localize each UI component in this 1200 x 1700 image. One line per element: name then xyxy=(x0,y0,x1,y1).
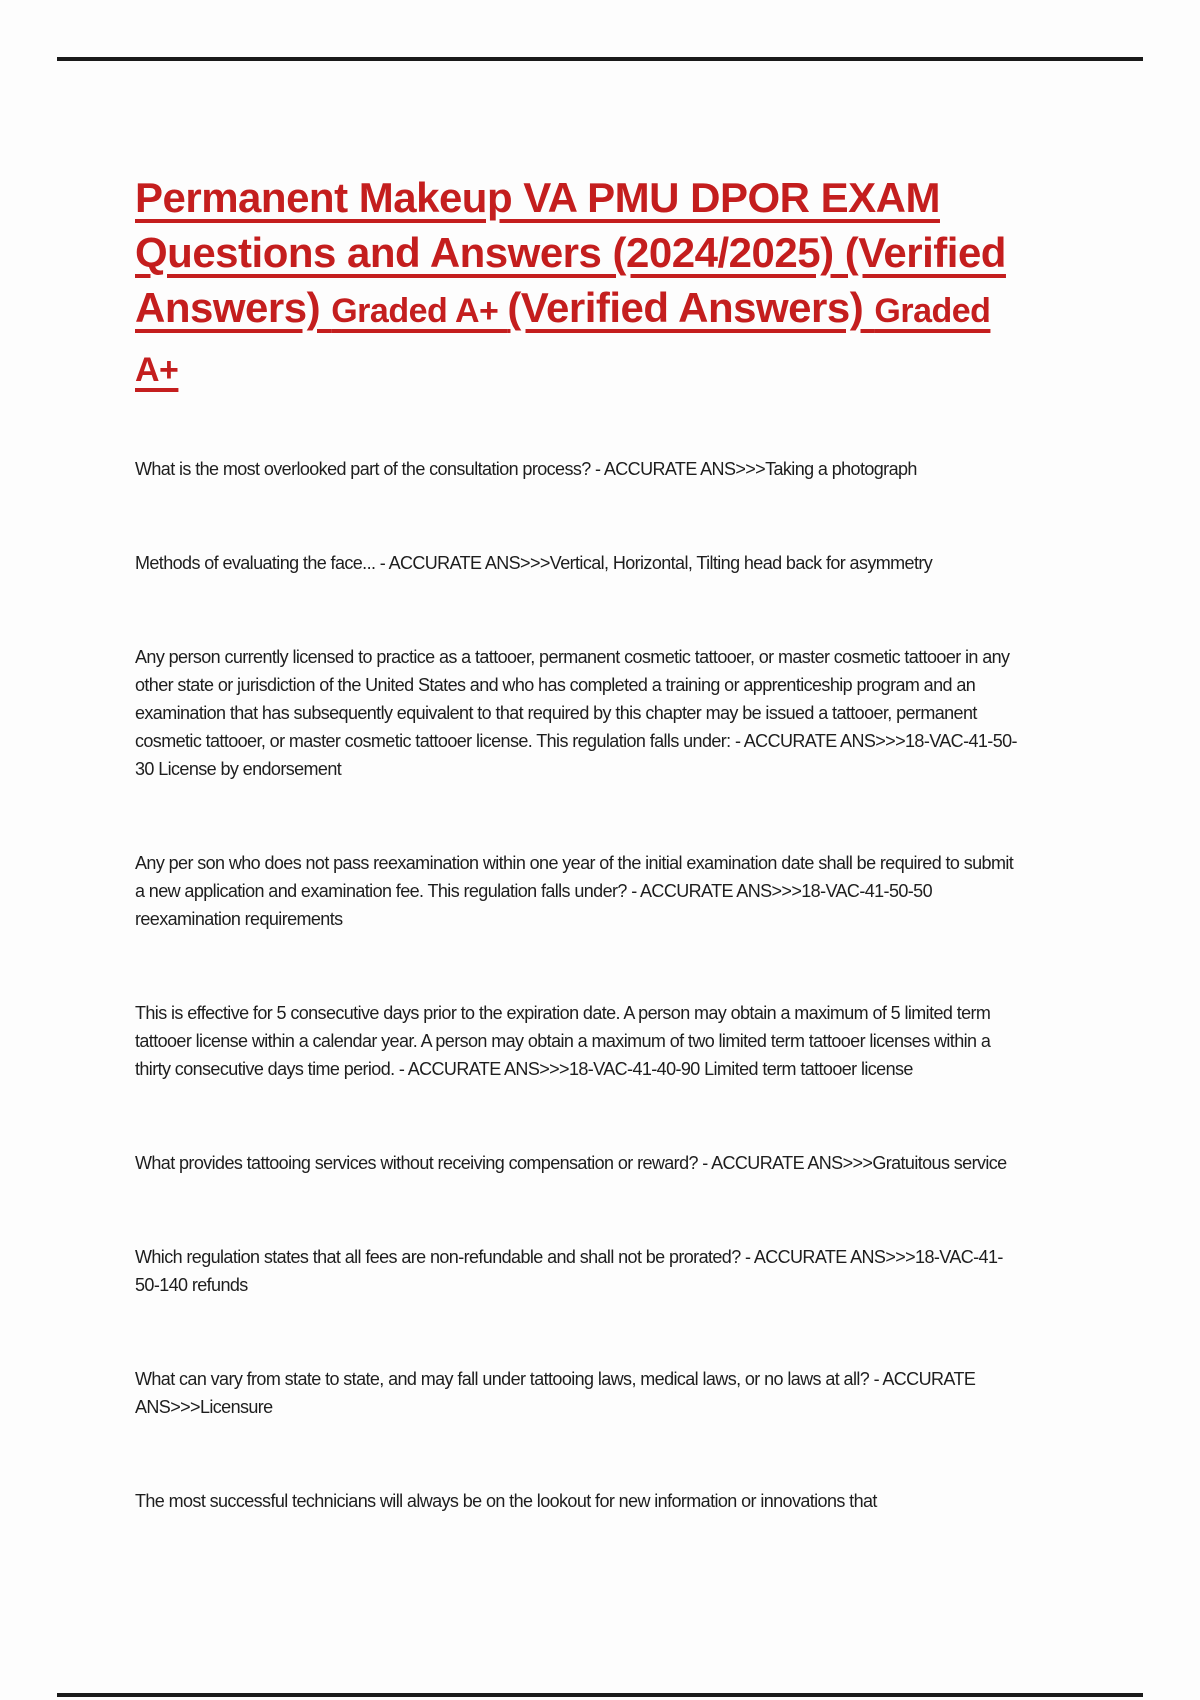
qa-paragraph: Methods of evaluating the face... - ACCURATE ANS>>>Vertical, Horizontal, Tilting head back for asymmetry xyxy=(135,553,933,573)
qa-list xyxy=(135,455,1019,1515)
bottom-horizontal-rule xyxy=(57,1693,1143,1697)
top-horizontal-rule xyxy=(57,57,1143,61)
title-run: Graded A+ xyxy=(331,292,508,330)
qa-paragraph: Any per son who does not pass reexamination within one year of the initial examination date shall be required to submit a new application and examination fee. This regulation falls under? - ACCURATE ANS>>>18-VAC-41-50-50 reexamination requirements xyxy=(135,853,1014,929)
qa-paragraph: This is effective for 5 consecutive days prior to the expiration date. A person may obtain a maximum of 5 limited term tattooer license within a calendar year. A person may obtain a maximum of two limited term tattooer licenses within a thirty consecutive days time period. - ACCURATE ANS>>>18-VAC-41-40-90 Limited term tattooer license xyxy=(135,1003,991,1079)
title-run: Permanent Makeup VA PMU DPOR EXAM Questions and Answers (2024/2025) (Verified Answers) xyxy=(135,174,1006,331)
title-run: (Verified Answers) xyxy=(507,284,875,331)
title-run: Graded A+ xyxy=(135,292,991,389)
qa-paragraph: What is the most overlooked part of the consultation process? - ACCURATE ANS>>>Taking a photograph xyxy=(135,459,917,479)
document-content xyxy=(135,170,1019,1581)
qa-paragraph: What can vary from state to state, and may fall under tattooing laws, medical laws, or no laws at all? - ACCURATE ANS>>>Licensure xyxy=(135,1369,976,1417)
document-title xyxy=(135,170,1019,398)
qa-paragraph: Any person currently licensed to practice as a tattooer, permanent cosmetic tattooer, or master cosmetic tattooer in any other state or jurisdiction of the United States and who has completed a training or apprenticeship program and an examination that has subsequently equivalent to that required by this chapter may be issued a tattooer, permanent cosmetic tattooer, or master cosmetic tattooer license. This regulation falls under: - ACCURATE ANS>>>18-VAC-41-50-30 License by endorsement xyxy=(135,647,1017,779)
qa-paragraph: Which regulation states that all fees are non-refundable and shall not be prorated? - ACCURATE ANS>>>18-VAC-41-50-140 refunds xyxy=(135,1247,1003,1295)
qa-paragraph: What provides tattooing services without receiving compensation or reward? - ACCURATE ANS>>>Gratuitous service xyxy=(135,1153,1007,1173)
qa-paragraph: The most successful technicians will always be on the lookout for new information or innovations that xyxy=(135,1491,877,1511)
